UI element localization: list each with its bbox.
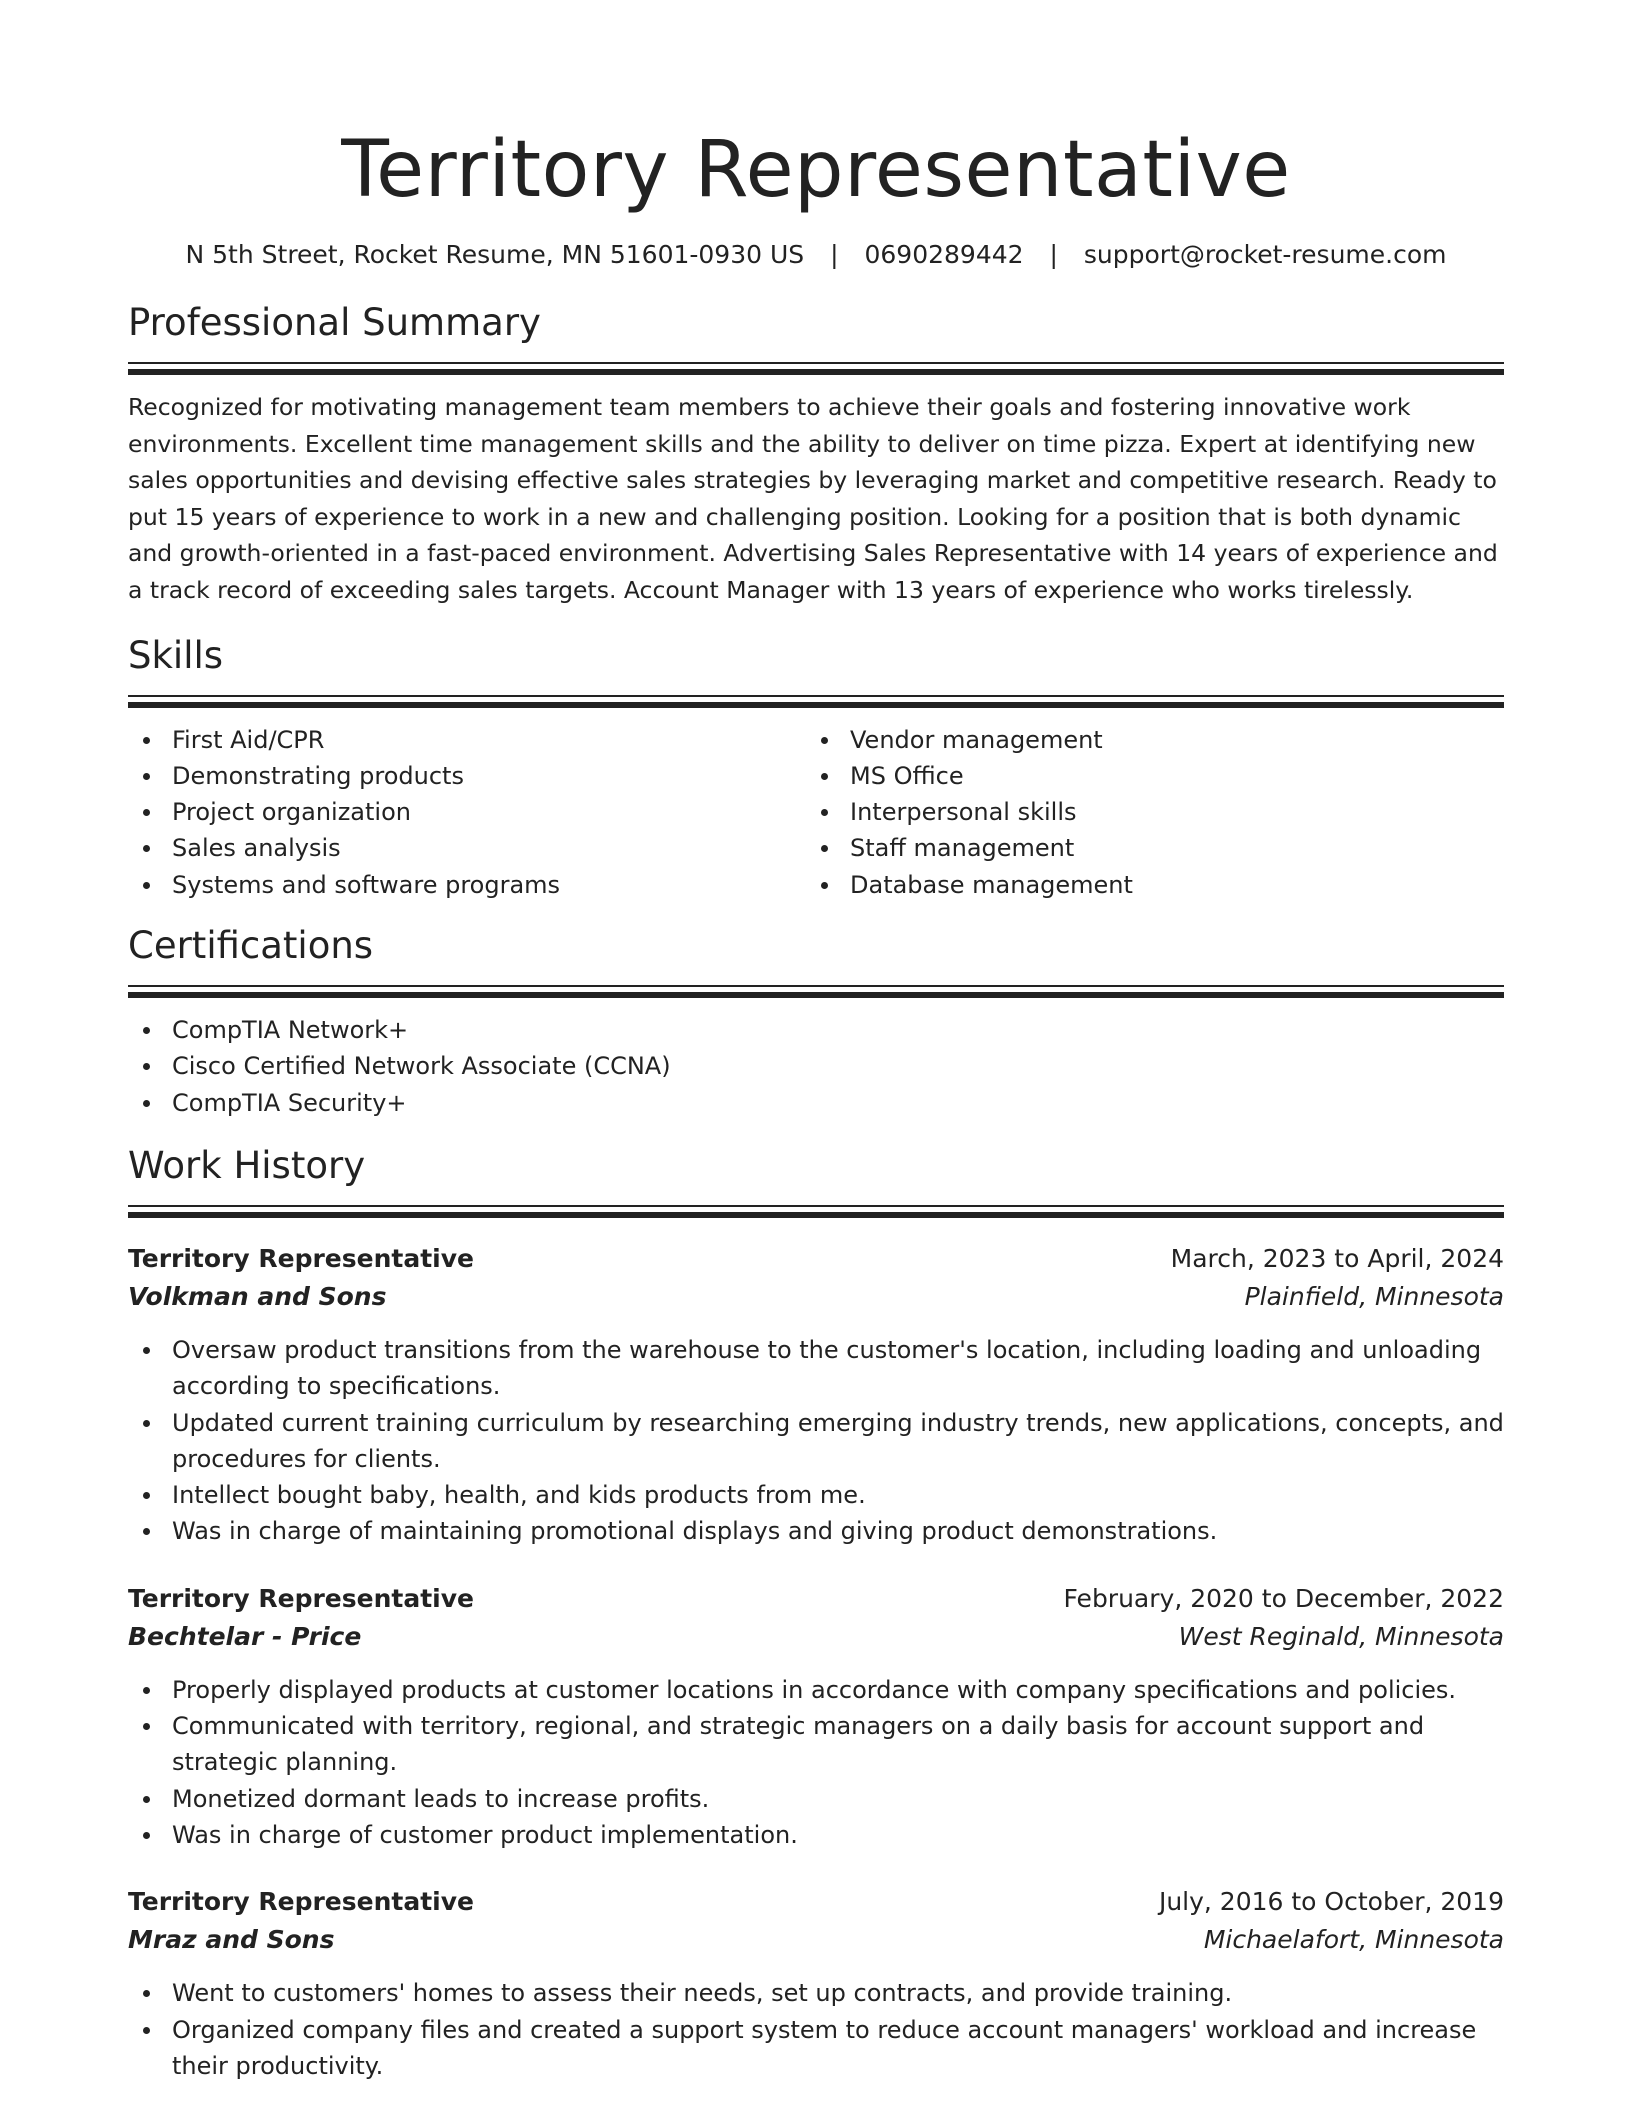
- job-entry: [128, 1580, 1504, 1853]
- section-divider: [128, 985, 1504, 998]
- job-title: Territory Representative: [128, 1243, 474, 1273]
- certifications-heading: Certifications: [128, 924, 374, 968]
- job-header-row: [128, 1240, 1504, 1278]
- job-bullet: Oversaw product transitions from the warehouse to the customer's location, including loading and unloading according to specifications.: [128, 1332, 1504, 1405]
- job-bullet: Was in charge of customer product implementation.: [128, 1817, 1504, 1853]
- job-company: Mraz and Sons: [128, 1925, 335, 1955]
- job-bullet: Communicated with territory, regional, and strategic managers on a daily basis for account support and strategic planning.: [128, 1708, 1504, 1781]
- job-location: Plainfield, Minnesota: [1244, 1281, 1504, 1311]
- job-dates: July, 2016 to October, 2019: [1158, 1887, 1504, 1917]
- resume-name: Territory Representative: [341, 125, 1291, 215]
- job-bullet: Updated current training curriculum by researching emerging industry trends, new applications, concepts, and procedures for clients.: [128, 1405, 1504, 1478]
- skill-item: First Aid/CPR: [128, 722, 806, 758]
- summary-heading: Professional Summary: [128, 301, 541, 344]
- skills-list-left: [128, 722, 806, 903]
- job-header-row: [128, 1580, 1504, 1618]
- job-header-row: [128, 1883, 1504, 1921]
- job-bullet: Monetized dormant leads to increase profits.: [128, 1781, 1504, 1817]
- contact-separator: |: [830, 240, 839, 269]
- job-entry: [128, 1883, 1504, 2084]
- skill-item: Sales analysis: [128, 830, 806, 866]
- job-subheader-row: [128, 1921, 1504, 1959]
- job-bullet: Organized company files and created a support system to reduce account managers' workload and increase their productivity.: [128, 2012, 1504, 2085]
- skill-item: Staff management: [806, 830, 1484, 866]
- job-subheader-row: [128, 1278, 1504, 1316]
- skill-item: MS Office: [806, 758, 1484, 794]
- job-bullet: Properly displayed products at customer locations in accordance with company specifications and policies.: [128, 1672, 1504, 1708]
- resume-page: [128, 0, 1504, 2084]
- skills-heading: Skills: [128, 633, 224, 677]
- job-dates: February, 2020 to December, 2022: [1063, 1583, 1504, 1613]
- skills-section: [128, 631, 1504, 903]
- job-location: West Reginald, Minnesota: [1178, 1621, 1504, 1651]
- skill-item: Systems and software programs: [128, 867, 806, 903]
- section-divider: [128, 695, 1504, 708]
- skill-item: Project organization: [128, 794, 806, 830]
- job-entry: [128, 1240, 1504, 1550]
- skill-item: Vendor management: [806, 722, 1484, 758]
- contact-line: [128, 238, 1504, 272]
- certification-item: CompTIA Security+: [128, 1085, 1504, 1121]
- contact-address: N 5th Street, Rocket Resume, MN 51601-0930 US: [185, 240, 805, 269]
- certification-item: Cisco Certified Network Associate (CCNA): [128, 1048, 1504, 1084]
- job-company: Volkman and Sons: [128, 1281, 387, 1311]
- job-bullet: Intellect bought baby, health, and kids products from me.: [128, 1477, 1504, 1513]
- job-company: Bechtelar - Price: [128, 1621, 362, 1651]
- contact-separator: |: [1049, 240, 1058, 269]
- summary-text: Recognized for motivating management team members to achieve their goals and fostering innovative work environments. Excellent time management skills and the ability to deliver on time pizza. Expert at identifying new sales opportunities and devising effective sales strategies by leveraging market and competitive research. Ready to put 15 years of experience to work in a new and challenging position. Looking for a position that is both dynamic and growth-oriented in a fast-paced environment. Advertising Sales Representative with 14 years of experience and a track record of exceeding sales targets. Account Manager with 13 years of experience who works tirelessly.: [128, 393, 1498, 604]
- job-bullet: Was in charge of maintaining promotional displays and giving product demonstrations.: [128, 1513, 1504, 1549]
- job-location: Michaelafort, Minnesota: [1203, 1925, 1504, 1955]
- section-divider: [128, 1205, 1504, 1218]
- job-bullets: [128, 1332, 1504, 1550]
- work-history-heading: Work History: [128, 1143, 366, 1187]
- contact-email: support@rocket-resume.com: [1083, 240, 1447, 269]
- job-subheader-row: [128, 1618, 1504, 1656]
- skills-columns: [128, 722, 1504, 903]
- certifications-list: [128, 1012, 1504, 1121]
- work-history-section: [128, 1141, 1504, 2084]
- job-dates: March, 2023 to April, 2024: [1170, 1243, 1504, 1273]
- certification-item: CompTIA Network+: [128, 1012, 1504, 1048]
- job-title: Territory Representative: [128, 1583, 474, 1613]
- skill-item: Database management: [806, 867, 1484, 903]
- summary-section: [128, 298, 1504, 609]
- job-bullets: [128, 1975, 1504, 2084]
- certifications-section: [128, 921, 1504, 1121]
- skill-item: Interpersonal skills: [806, 794, 1484, 830]
- job-bullets: [128, 1672, 1504, 1853]
- job-title: Territory Representative: [128, 1887, 474, 1917]
- job-bullet: Went to customers' homes to assess their needs, set up contracts, and provide training.: [128, 1975, 1504, 2011]
- contact-phone: 0690289442: [864, 240, 1024, 269]
- skills-list-right: [806, 722, 1484, 903]
- section-divider: [128, 362, 1504, 375]
- skill-item: Demonstrating products: [128, 758, 806, 794]
